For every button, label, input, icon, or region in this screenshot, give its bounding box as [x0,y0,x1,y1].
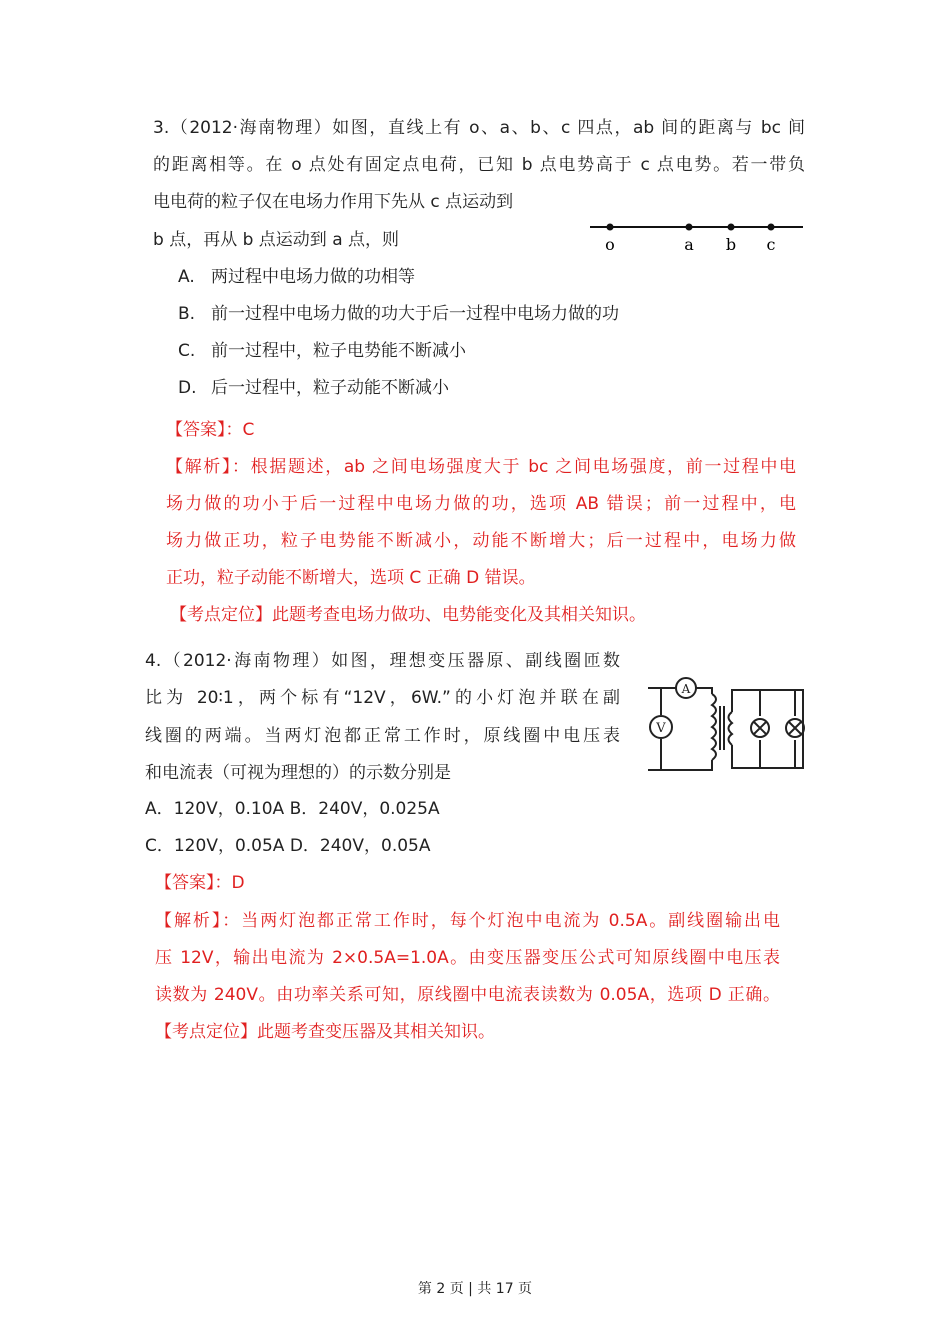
q3-line-points-figure [585,215,805,260]
option-label: A. [178,267,195,287]
point-label-a: a [684,235,694,254]
q3-analysis-line: 场力做的功小于后一过程中电场力做的功，选项 AB 错误；前一过程中，电 [166,494,796,514]
q4-answer: 【答案】：D [155,873,245,893]
point-label-o: o [605,235,615,254]
primary-coil [712,694,716,760]
q4-stem-line: 比为 20∶1，两个标有“12V，6W.”的小灯泡并联在副 [145,688,620,708]
q4-analysis-line: 压 12V，输出电流为 2×0.5A=1.0A。由变压器变压公式可知原线圈中电压表 [155,948,780,968]
point-label-b: b [725,235,737,254]
q3-kaodian: 【考点定位】此题考查电场力做功、电势能变化及其相关知识。 [170,605,646,625]
q3-stem-line: 3.（2012·海南物理）如图，直线上有 o、a、b、c 四点，ab 间的距离与 bc 间 [153,118,805,138]
option-label: D. [178,378,197,398]
q4-stem-line: 线圈的两端。当两灯泡都正常工作时，原线圈中电压表 [145,726,620,746]
option-text: 后一过程中，粒子动能不断减小 [211,378,449,398]
q4-options-line: A．120V，0.10A B．240V，0.025A [145,799,440,819]
q4-options-line: C．120V，0.05A D．240V，0.05A [145,836,431,856]
q3-analysis-line: 【解析】：根据题述，ab 之间电场强度大于 bc 之间电场强度，前一过程中电 [166,457,796,477]
q3-stem-line: b 点，再从 b 点运动到 a 点，则 [153,230,400,250]
option-text: 前一过程中电场力做的功大于后一过程中电场力做的功 [211,304,619,324]
q3-option-d [178,377,449,399]
q3-stem-line: 电电荷的粒子仅在电场力作用下先从 c 点运动到 [153,192,514,212]
point-label-c: c [766,235,776,254]
q4-kaodian: 【考点定位】此题考查变压器及其相关知识。 [155,1022,495,1042]
q3-option-b [178,303,619,325]
option-text: 前一过程中，粒子电势能不断减小 [211,341,466,361]
q4-transformer-circuit-figure [640,672,810,777]
q4-stem-line: 和电流表（可视为理想的）的示数分别是 [145,763,451,783]
q3-analysis-line: 场力做正功，粒子电势能不断减小，动能不断增大；后一过程中，电场力做 [166,531,796,551]
q4-stem-line: 4.（2012·海南物理）如图，理想变压器原、副线圈匝数 [145,651,620,671]
option-label: B. [178,304,196,324]
ammeter-label: A [681,682,691,696]
q3-analysis-line: 正功，粒子动能不断增大，选项 C 正确 D 错误。 [166,568,536,588]
page-footer: 第 2 页 | 共 17 页 [417,1281,533,1297]
q3-answer: 【答案】：C [166,420,255,440]
option-text: 两过程中电场力做的功相等 [211,267,415,287]
option-label: C. [178,341,196,361]
q4-analysis-line: 【解析】：当两灯泡都正常工作时，每个灯泡中电流为 0.5A。副线圈输出电 [155,911,780,931]
voltmeter-label: V [656,721,666,736]
q3-stem-line: 的距离相等。在 o 点处有固定点电荷，已知 b 点电势高于 c 点电势。若一带负 [153,155,805,175]
secondary-coil [729,712,733,745]
q3-option-a [178,266,415,288]
q3-option-c [178,340,466,362]
q4-analysis-line: 读数为 240V。由功率关系可知，原线圈中电流表读数为 0.05A，选项 D 正确。 [155,985,780,1005]
